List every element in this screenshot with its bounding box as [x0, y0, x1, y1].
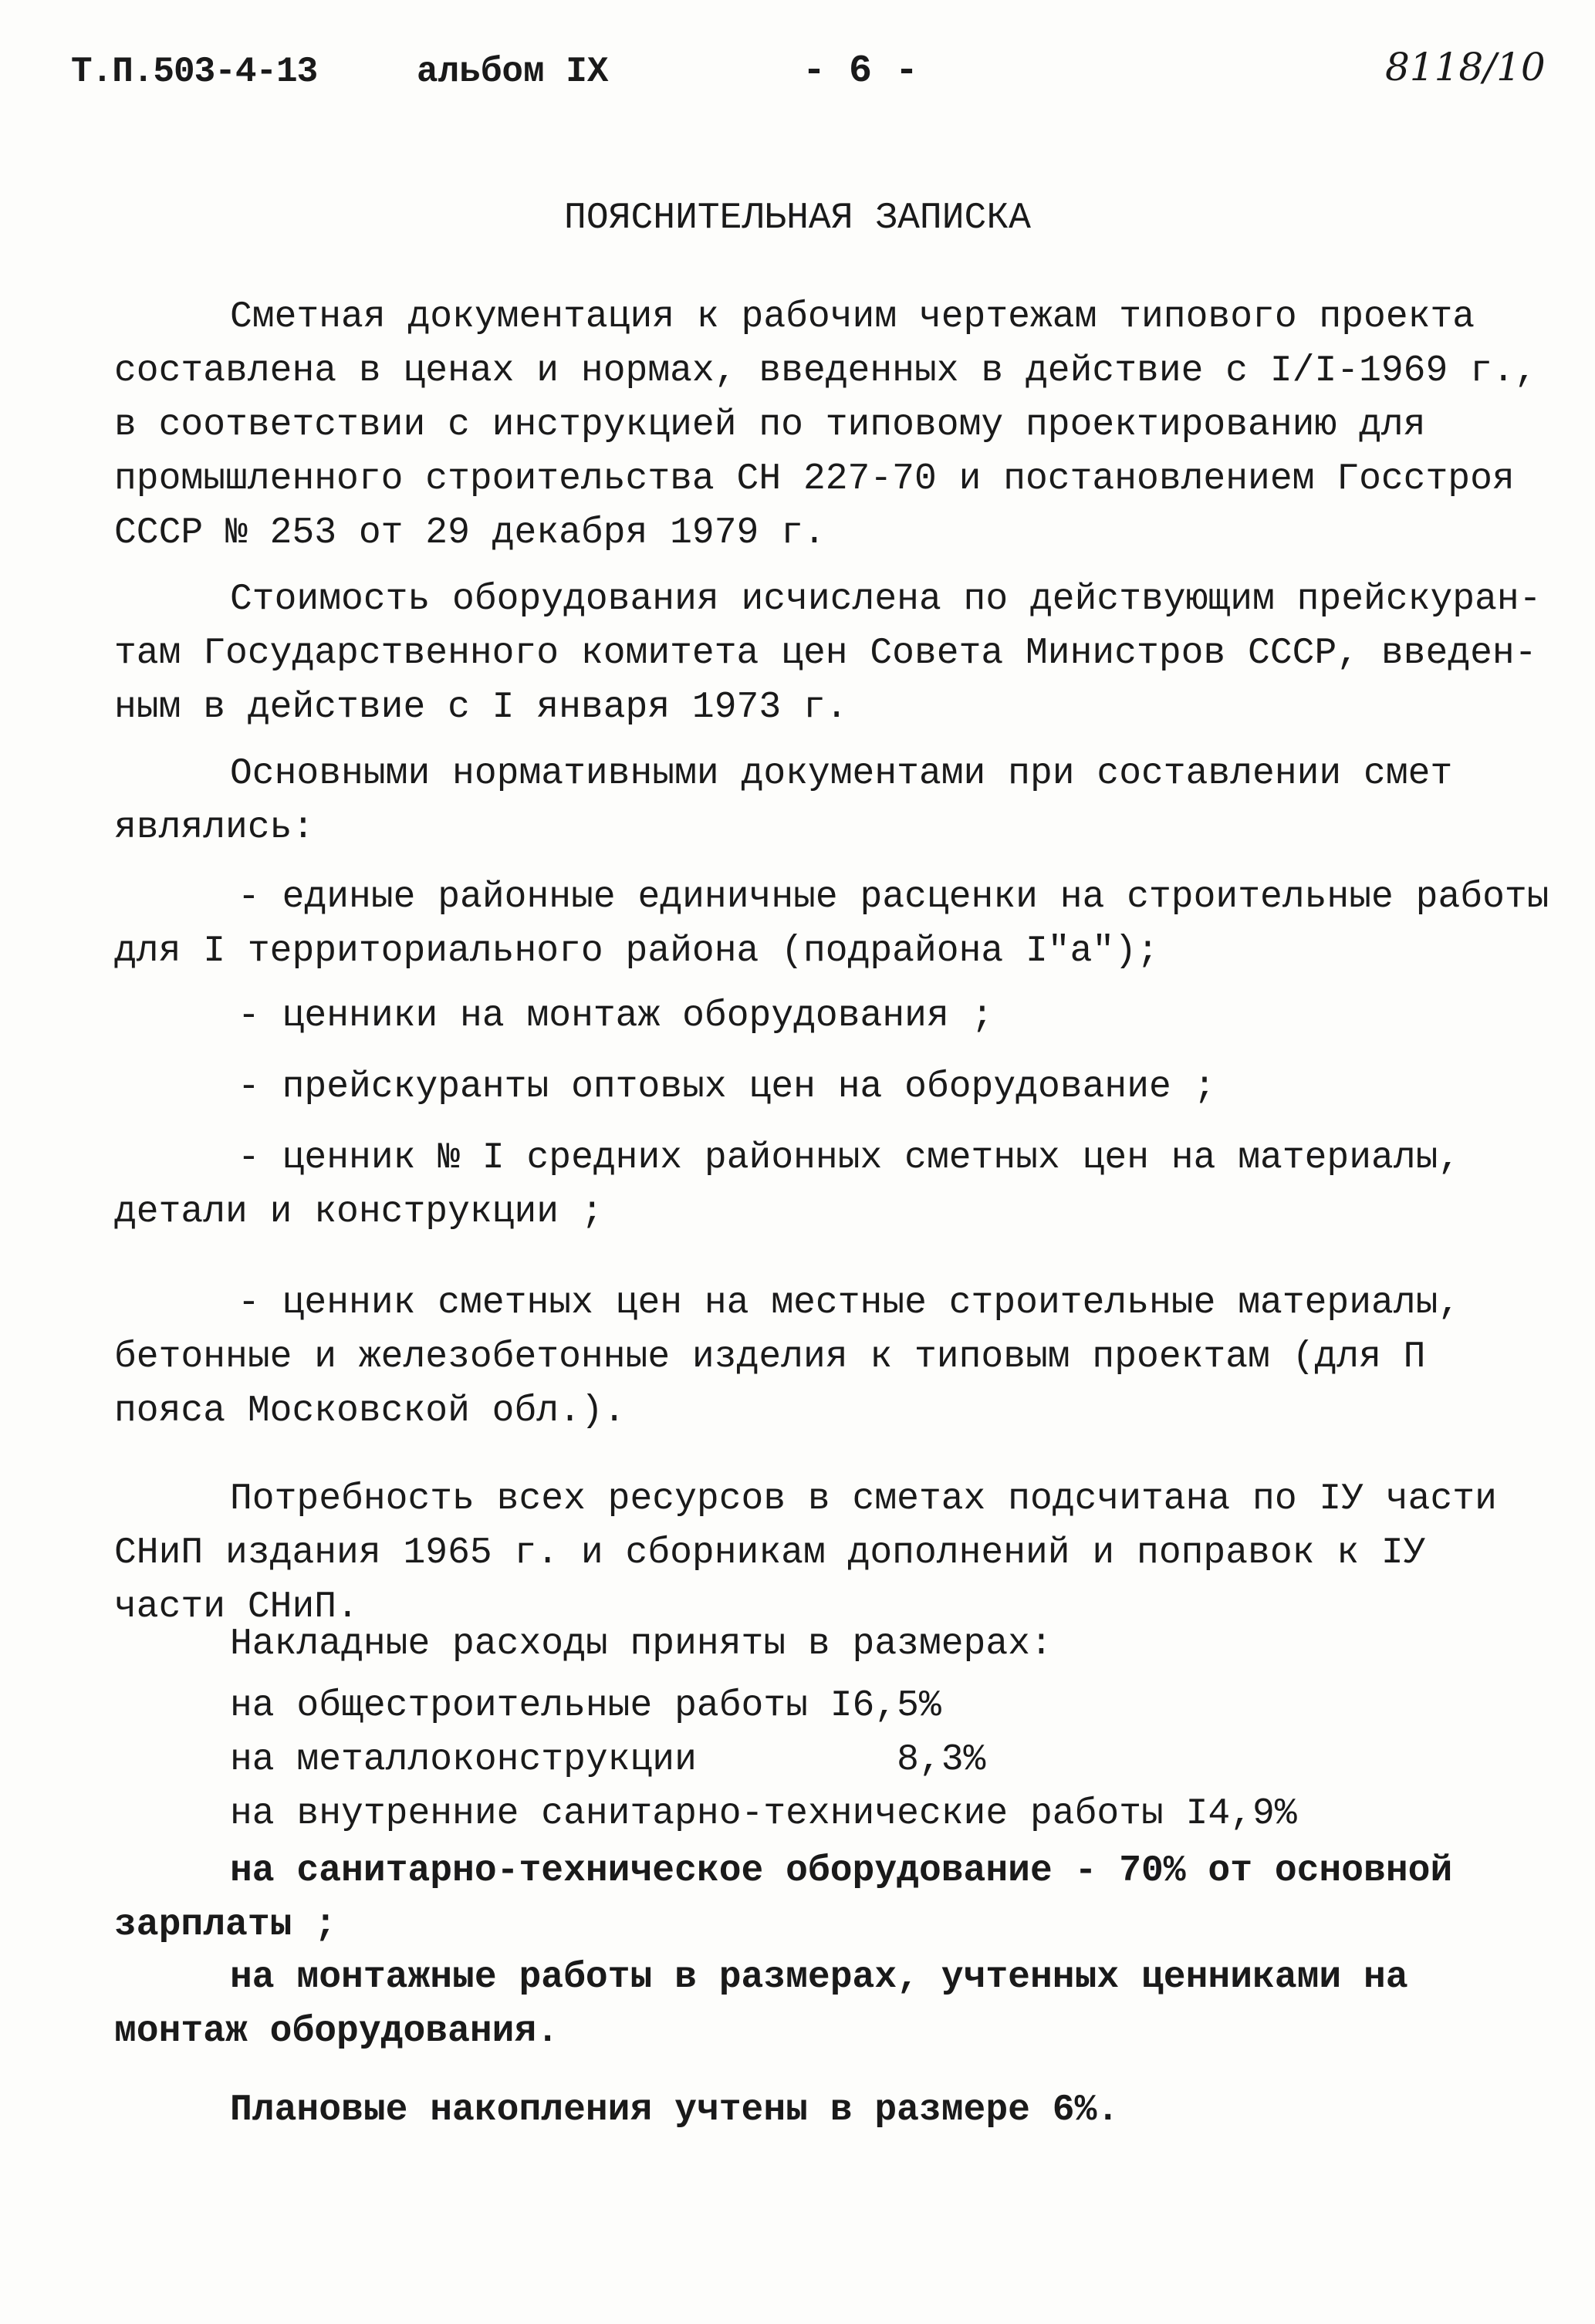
text-line: - единые районные единичные расценки на строительные работы [238, 877, 1549, 918]
sheet-number: 8118/10 [1385, 45, 1546, 90]
text-line: промышленного строительства СН 227-70 и постановлением Госстроя [114, 458, 1515, 500]
text-line: Накладные расходы приняты в размерах: [230, 1623, 1053, 1665]
text-line: части СНиП. [114, 1586, 359, 1628]
list-item [114, 1131, 1526, 1239]
text-line: ным в действие с I января 1973 г. [114, 687, 848, 728]
paragraph-planned-savings [114, 2083, 1526, 2137]
text-line: Потребность всех ресурсов в сметах подсчитана по IУ части [230, 1478, 1497, 1520]
text-line: Плановые накопления учтены в размере 6%. [230, 2089, 1120, 2131]
text-line: СССР № 253 от 29 декабря 1979 г. [114, 512, 826, 554]
text-line: на общестроительные работы I6,5% [230, 1685, 941, 1727]
text-line: - ценник № I средних районных сметных цен на материалы, [238, 1137, 1461, 1179]
text-line: являлись: [114, 807, 315, 849]
overhead-rate [114, 1679, 1526, 1733]
text-line: - ценник сметных цен на местные строительные материалы, [238, 1282, 1461, 1324]
overhead-rate [114, 1733, 1526, 1787]
list-item [114, 870, 1549, 978]
page-number: - 6 - [803, 49, 919, 93]
paragraph-equipment-cost [114, 573, 1542, 735]
text-line: для I территориального района (подрайона I"а"); [114, 931, 1159, 972]
text-line: детали и конструкции ; [114, 1191, 603, 1233]
paragraph-resources [114, 1472, 1526, 1634]
text-line: на внутренние санитарно-технические работы I4,9% [230, 1793, 1297, 1835]
overhead-rate [114, 1951, 1526, 2059]
project-code: Т.П.503-4-13 [71, 52, 318, 92]
text-line: СНиП издания 1965 г. и сборникам дополнений и поправок к IУ [114, 1532, 1426, 1574]
list-item [114, 1060, 1526, 1114]
text-line: на санитарно-техническое оборудование - 70% от основной [230, 1850, 1453, 1892]
overhead-rate [114, 1844, 1526, 1952]
text-line: там Государственного комитета цен Совета Министров СССР, введен- [114, 633, 1537, 674]
text-line: на металлоконструкции 8,3% [230, 1739, 986, 1781]
document-title: ПОЯСНИТЕЛЬНАЯ ЗАПИСКА [564, 198, 1031, 239]
list-item [114, 1276, 1526, 1438]
text-line: Сметная документация к рабочим чертежам типового проекта [230, 296, 1475, 338]
text-line: в соответствии с инструкцией по типовому проектированию для [114, 404, 1426, 446]
text-line: монтаж оборудования. [114, 2011, 559, 2052]
text-line: на монтажные работы в размерах, учтенных ценниками на [230, 1957, 1408, 1998]
paragraph-estimate-basis [114, 290, 1537, 560]
text-line: составлена в ценах и нормах, введенных в действие с I/I-1969 г., [114, 350, 1537, 392]
text-line: бетонные и железобетонные изделия к типовым проектам (для П [114, 1336, 1426, 1378]
paragraph-overhead [114, 1617, 1526, 1671]
text-line: - прейскуранты оптовых цен на оборудование ; [238, 1066, 1216, 1108]
album-number: альбом IX [417, 52, 609, 92]
overhead-rate [114, 1787, 1526, 1841]
text-line: пояса Московской обл.). [114, 1390, 626, 1432]
paragraph-normative-docs [114, 747, 1526, 855]
text-line: Стоимость оборудования исчислена по действующим прейскуран- [230, 579, 1542, 620]
text-line: Основными нормативными документами при составлении смет [230, 753, 1453, 795]
text-line: зарплаты ; [114, 1904, 337, 1946]
list-item [114, 989, 1526, 1043]
text-line: - ценники на монтаж оборудования ; [238, 995, 994, 1037]
